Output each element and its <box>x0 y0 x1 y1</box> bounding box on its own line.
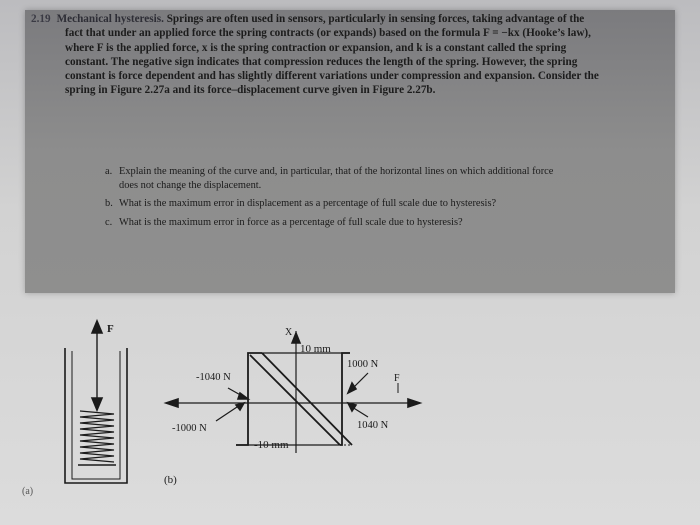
spring-figure <box>65 321 127 483</box>
vertical-axis-up-arrow <box>292 333 300 343</box>
hysteresis-curve <box>166 331 420 453</box>
question-letter: a. <box>105 166 113 177</box>
figure-2-27 <box>0 293 700 525</box>
label-1000n: 1000 N <box>347 359 379 370</box>
question-a <box>105 165 575 192</box>
hysteresis-diagonal-outer <box>262 353 352 445</box>
question-letter: c. <box>105 216 113 228</box>
question-text: Explain the meaning of the curve and, in particular, that of the horizontal lines on which additional force does not change the displacement. <box>119 166 554 191</box>
x-axis-symbol: X <box>285 327 293 338</box>
question-b <box>105 197 575 211</box>
horizontal-axis-right-arrow <box>408 399 420 407</box>
spring-coil-icon <box>80 411 114 462</box>
f-axis-symbol: F <box>394 373 400 384</box>
question-letter: b. <box>105 198 113 209</box>
force-arrow-down-head <box>92 398 102 410</box>
question-text: What is the maximum error in displacement as a percentage of full scale due to hysteresis? <box>119 198 497 209</box>
problem-paragraph <box>31 12 605 98</box>
force-arrow-up-head <box>92 321 102 333</box>
arrow-minus-1000 <box>216 405 240 421</box>
label-minus-10mm: -10 mm <box>254 439 289 451</box>
figure-label-a: (a) <box>22 486 34 497</box>
hysteresis-diagonal-inner <box>250 355 340 445</box>
label-1040n: 1040 N <box>357 420 389 431</box>
label-minus-1000n: -1000 N <box>172 423 207 434</box>
arrow-minus-1000-head <box>236 403 244 410</box>
horizontal-axis-left-arrow <box>166 399 178 407</box>
arrow-1040-head <box>348 403 356 411</box>
label-minus-1040n: -1040 N <box>196 372 231 383</box>
arrow-minus-1040-head <box>238 393 248 399</box>
problem-highlight <box>25 10 675 293</box>
problem-body: Springs are often used in sensors, particularly in sensing forces, taking advantage of the fact that under an applied force the spring contracts (or expands) based on the formula F = −kx (Hooke’s law), where F is the applied force, x is the spring contraction or expansion, and k is a constant called the spring constant. The negative sign indicates that compression reduces the length of the spring. However, the spring constant is force dependent and has slightly different variations under compression and expansion. Consider the spring in Figure 2.27a and its force–displacement curve given in Figure 2.27b. <box>65 13 599 97</box>
spring-force-symbol: F <box>107 323 114 335</box>
figure-drawing <box>0 293 700 525</box>
question-c <box>105 216 575 230</box>
question-text: What is the maximum error in force as a percentage of full scale due to hysteresis? <box>119 216 463 228</box>
label-10mm: 10 mm <box>300 343 331 355</box>
problem-number: 2.19 <box>31 13 51 25</box>
problem-title: Mechanical hysteresis. <box>56 13 164 25</box>
arrow-1000-head <box>348 383 356 393</box>
question-list <box>105 165 575 234</box>
figure-label-b: (b) <box>164 474 177 486</box>
